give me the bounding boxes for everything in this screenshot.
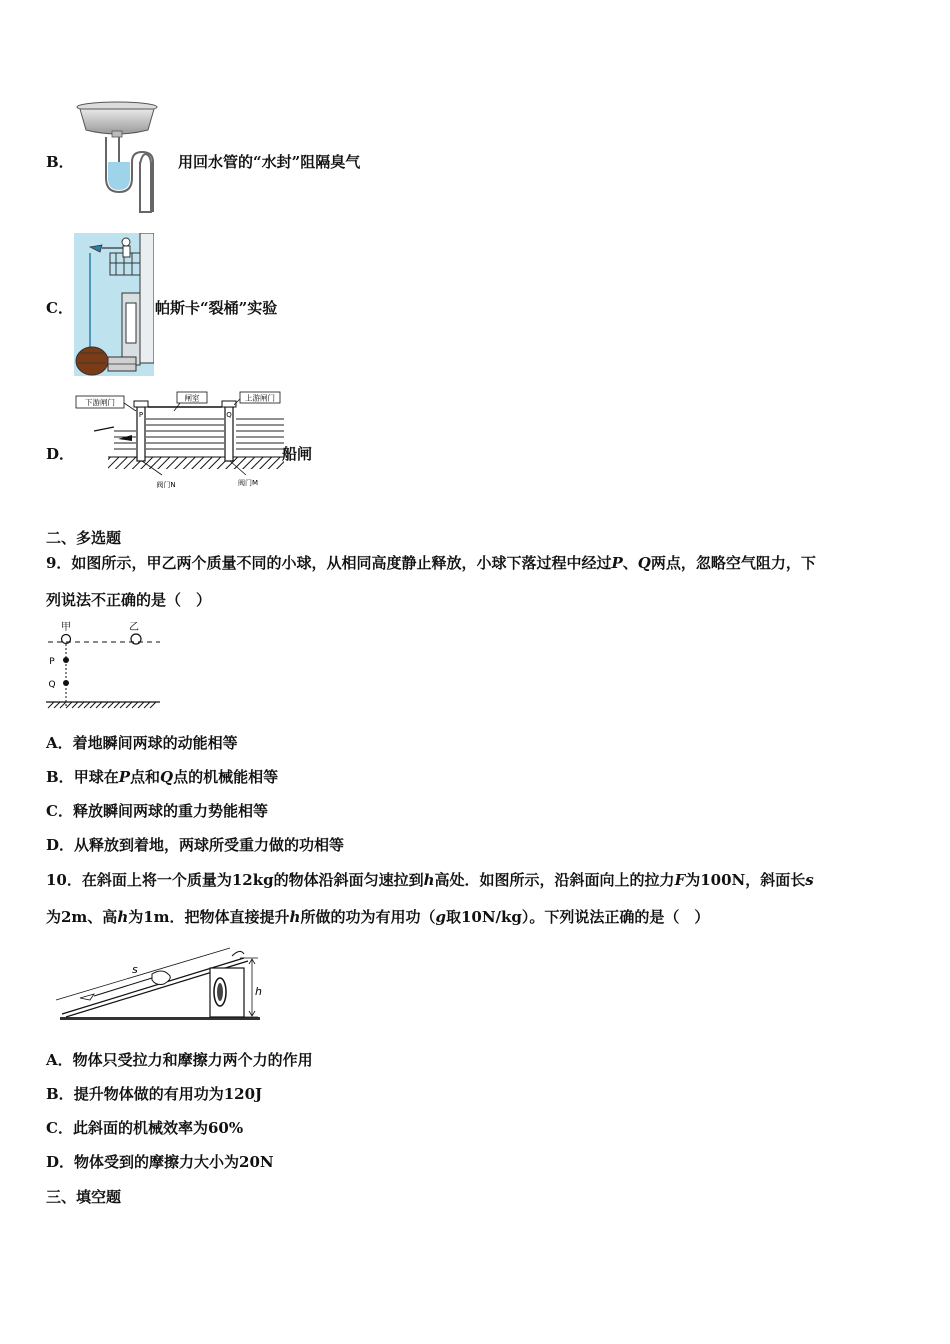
label-h: h [255,985,262,998]
point-q-marker [63,680,69,686]
q9-stem-line1 [46,553,816,573]
q10-stem-text: 为100N，斜面长 [685,871,806,889]
q8-option-b [46,152,74,172]
q10-stem-line2 [46,907,709,927]
q10-stem-text: 10．在斜面上将一个质量为12kg的物体沿斜面匀速拉到 [46,871,424,889]
label-downstream-gate: 下游闸门 [85,398,115,407]
section-title-multiple-choice: 二、多选题 [46,529,122,547]
option-letter: C． [46,299,73,317]
label-q: Q [48,680,56,690]
label-valve-m: 阀门M [237,479,259,487]
option-letter: B． [46,768,74,786]
pascal-barrel-illustration [74,233,154,376]
q10-stem-text: 所做的功为有用功（ [300,908,436,926]
q8-option-d-text: 船闸 [282,445,313,463]
option-text: 着地瞬间两球的动能相等 [72,734,238,752]
incline-figure [44,944,266,1026]
q9-stem-line2: 列说法不正确的是（ ） [46,591,212,609]
label-s: s [132,963,138,976]
q8-option-c-text: 帕斯卡“裂桶”实验 [155,299,278,317]
option-letter: A． [46,734,73,752]
q10-option-c[interactable] [46,1118,243,1138]
q9-option-d[interactable] [46,835,344,855]
var-f: F [674,871,686,889]
q10-stem-text: 为1m．把物体直接提升 [128,908,290,926]
option-letter: B． [46,153,74,171]
q10-option-b[interactable] [46,1084,262,1104]
trap-pipe-illustration [76,100,172,214]
q10-stem-line1 [46,870,814,890]
option-letter: A． [46,1051,73,1069]
label-q: Q [226,411,232,419]
option-letter: D． [46,836,75,854]
var-h: h [289,908,301,926]
label-upstream-gate: 上游闸门 [245,393,275,403]
q9-option-b[interactable] [46,767,278,787]
var-h: h [423,871,435,889]
q9-option-c[interactable] [46,801,268,821]
point-q: Q [637,554,651,572]
q10-stem-text: 高处．如图所示，沿斜面向上的拉力 [434,871,675,889]
var-s: s [805,871,814,889]
var-g: g [435,908,446,926]
q10-stem-text: 取10N/kg）。下列说法正确的是（ ） [445,908,710,926]
q10-stem-text: 为2m、高 [46,908,118,926]
section-title-fill-in: 三、填空题 [46,1188,122,1206]
q9-stem-text: 两点，忽略空气阻力，下 [650,554,816,572]
q10-option-a[interactable] [46,1050,313,1070]
q8-option-d [46,444,74,464]
option-text: 此斜面的机械效率为60% [72,1119,244,1137]
option-letter: C． [46,1119,73,1137]
label-p: P [49,657,55,667]
q9-option-a[interactable] [46,733,238,753]
label-valve-n: 阀门N [156,481,176,489]
q9-stem-text: 9．如图所示，甲乙两个质量不同的小球，从相同高度静止释放，小球下落过程中经过 [46,554,612,572]
option-text: 点和 [129,768,160,786]
label-p: P [138,411,144,419]
option-text: 点的机械能相等 [173,768,279,786]
q10-option-d[interactable] [46,1152,274,1172]
option-letter: B． [46,1085,74,1103]
option-text: 从释放到着地，两球所受重力做的功相等 [74,836,345,854]
option-letter: D． [46,1153,75,1171]
separator: 、 [622,554,638,572]
q8-option-c [46,298,73,318]
falling-balls-figure [44,620,164,712]
option-text: 物体受到的摩擦力大小为20N [74,1153,274,1171]
option-text: 物体只受拉力和摩擦力两个力的作用 [72,1051,313,1069]
label-jia: 甲 [61,622,71,633]
option-text: 甲球在 [73,768,119,786]
point-q: Q [160,768,174,786]
label-chamber: 闸室 [184,393,200,403]
var-h: h [117,908,129,926]
ship-lock-illustration [74,391,286,491]
option-text: 释放瞬间两球的重力势能相等 [72,802,268,820]
point-p-marker [63,657,69,663]
option-letter: C． [46,802,73,820]
option-text: 提升物体做的有用功为120J [73,1085,263,1103]
point-p: P [611,554,623,572]
point-p: P [118,768,130,786]
option-letter: D． [46,445,75,463]
label-yi: 乙 [129,622,139,633]
q8-option-b-text: 用回水管的“水封”阻隔臭气 [178,153,361,171]
